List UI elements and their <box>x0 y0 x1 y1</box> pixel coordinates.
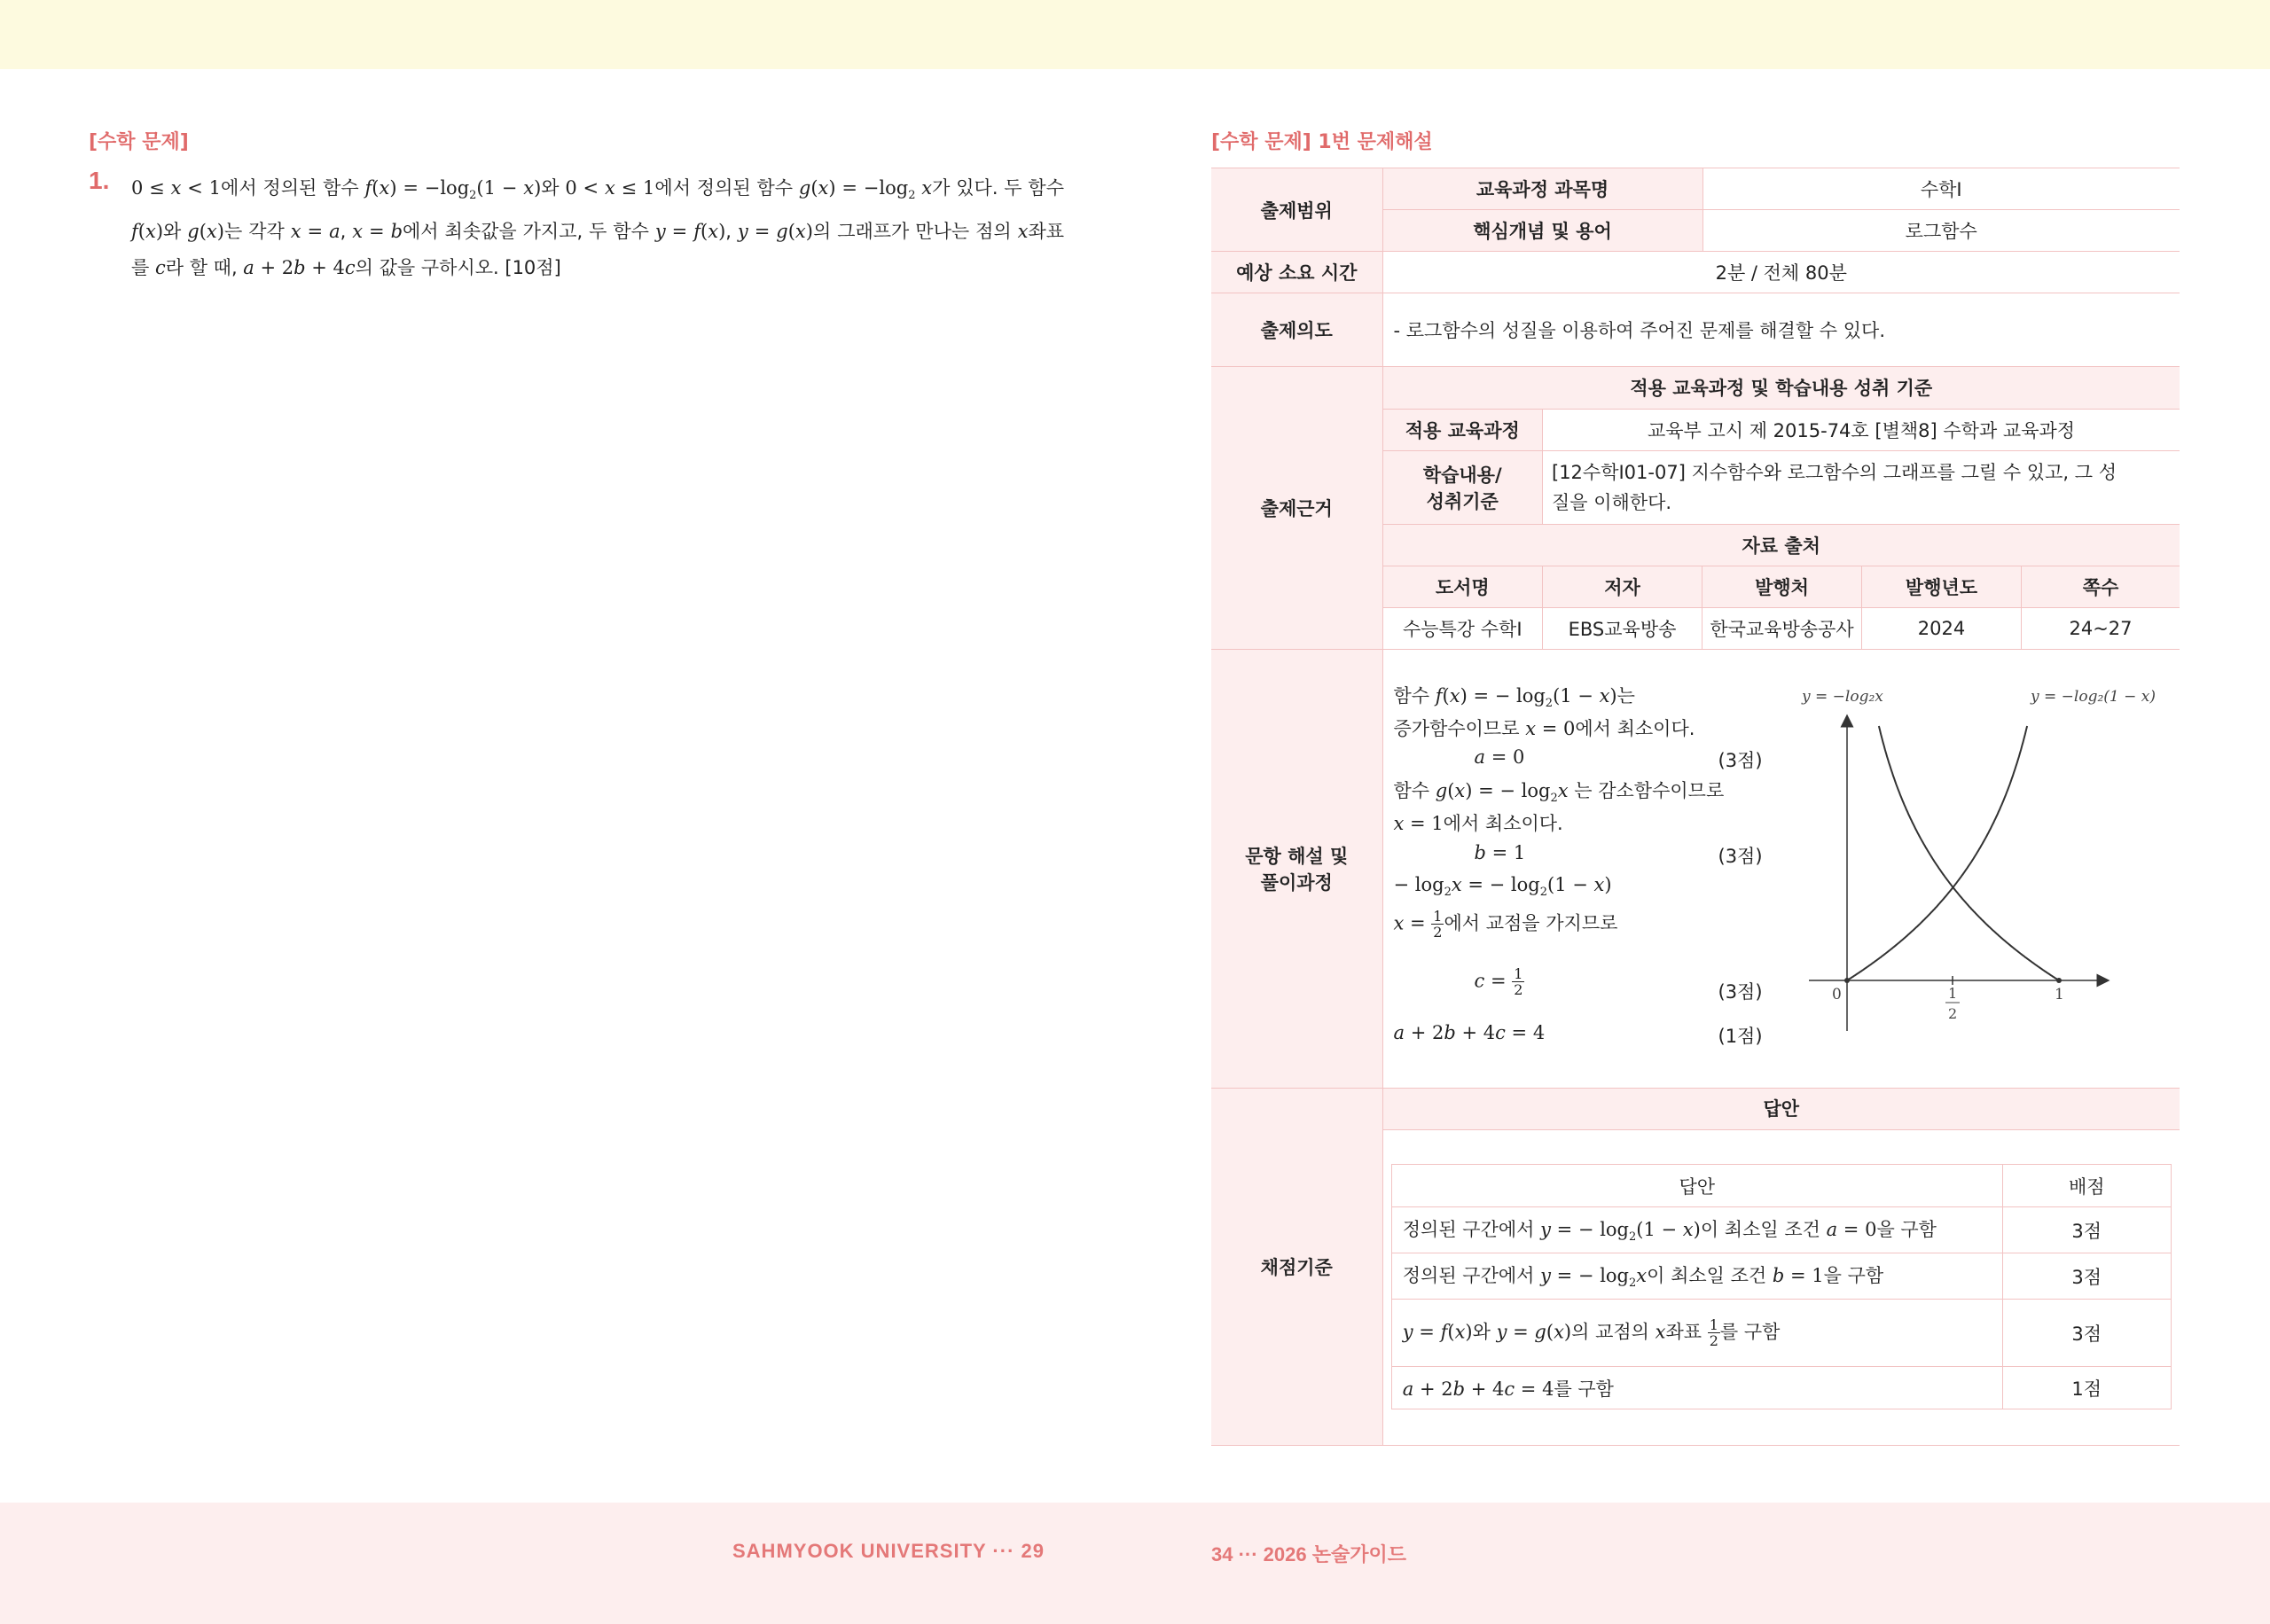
grade-row-2-points: 3점 <box>2002 1253 2171 1300</box>
source-author: EBS교육방송 <box>1543 607 1702 649</box>
subject-value: 수학Ⅰ <box>1702 168 2180 210</box>
sol-line-4: 함수 g(x) = − $\log_2x$ 는 감소함수이므로 <box>1393 780 1725 806</box>
source-header: 자료 출처 <box>1383 524 2180 566</box>
sol-line-5: x = 1에서 최소이다. <box>1393 813 1563 834</box>
tick-label-0: 0 <box>1831 986 1842 1003</box>
scope-label: 출제범위 <box>1211 168 1382 252</box>
sol-points-3: (3점) <box>1718 981 1763 1003</box>
curve-neg-log2-x <box>1878 726 2058 980</box>
top-band <box>0 0 2270 69</box>
standard-header: 적용 교육과정 및 학습내용 성취 기준 <box>1383 367 2180 409</box>
sol-line-8: x = $\frac{1}{2}$ 에서 교점을 가지므로 <box>1393 908 1618 941</box>
basis-label: 출제근거 <box>1211 367 1382 650</box>
source-pages: 24~27 <box>2069 617 2133 639</box>
source-col-title: 도서명 <box>1383 566 1543 607</box>
grade-row-4: a + 2b + 4c = 4를 구함 <box>1391 1367 2002 1409</box>
origin-point <box>1844 978 1850 983</box>
source-col-pages: 쪽수 <box>2022 566 2180 607</box>
achievement-label: 학습내용/ 성취기준 <box>1383 450 1543 524</box>
footer-right-page: 34 ··· 2026 논술가이드 <box>1211 1543 1406 1565</box>
basis-table <box>1383 367 2180 649</box>
grade-row-2: 정의된 구간에서 y = − $\log_2x$이 최소일 조건 b = 1을 구함 <box>1391 1253 2002 1300</box>
curriculum-value: 교육부 고시 제 2015-74호 [별책8] 수학과 교육과정 <box>1543 409 2180 450</box>
source-title: 수능특강 수학Ⅰ <box>1383 607 1543 649</box>
log-graph <box>1791 668 2181 1058</box>
problem-heading: [수학 문제] <box>89 131 189 153</box>
source-col-year: 발행년도 <box>1862 566 2022 607</box>
sol-line-2: 증가함수이므로 x = 0에서 최소이다. <box>1393 718 1695 739</box>
label-f: y = −log₂(1 − x) <box>2030 688 2156 706</box>
sol-points-4: (1점) <box>1718 1026 1763 1047</box>
grading-label: 채점기준 <box>1211 1089 1382 1446</box>
source-year: 2024 <box>1862 607 2022 649</box>
curriculum-label: 적용 교육과정 <box>1383 409 1543 450</box>
intent-label: 출제의도 <box>1211 293 1382 367</box>
sol-line-10: a + 2b + 4c = 4 <box>1393 1022 1546 1043</box>
grade-col-answer: 답안 <box>1391 1165 2002 1207</box>
grading-table <box>1391 1164 2172 1409</box>
concept-label: 핵심개념 및 용어 <box>1382 210 1702 252</box>
achievement-value: [12수학Ⅰ01-07] 지수함수와 로그함수의 그래프를 그릴 수 있고, 그 성 질을 이해한다. <box>1543 450 2180 524</box>
sol-line-3: a = 0 <box>1474 746 1525 768</box>
footer-left-page: SAHMYOOK UNIVERSITY ··· 29 <box>732 1540 1045 1562</box>
solution-label: 문항 해설 및 풀이과정 <box>1211 650 1382 1089</box>
curve-neg-log2-1-minus-x <box>1847 726 2027 980</box>
sol-points-1: (3점) <box>1718 750 1763 771</box>
solution-heading: [수학 문제] 1번 문제해설 <box>1211 131 1433 153</box>
sol-line-7: − $\log_2x$ = − $\log_2(1 - x)$ <box>1393 874 1612 900</box>
bottom-band <box>0 1503 2270 1624</box>
intent-value: - 로그함수의 성질을 이용하여 주어진 문제를 해결할 수 있다. <box>1382 293 2180 367</box>
sol-line-9: c = $\frac{1}{2}$ <box>1474 965 1523 998</box>
grade-row-1: 정의된 구간에서 y = − $\log_2(1 - x)$이 최소일 조건 a = 0을 구함 <box>1391 1207 2002 1253</box>
source-col-author: 저자 <box>1543 566 1702 607</box>
problem-text: 0 ≤ x < 1에서 정의된 함수 $f(x) = -\log_2(1 - x)$와 0 < x ≤ 1에서 정의된 함수 $g(x) = -\log_2$ x가 있다. 두 함수 f(x)와 g(x)는 각각 x = a, x = b에서 최솟값을 가지고, 두 함수 y = f(x), y = g(x)의 그래프가 만나는 점의 x좌표를 c라 할 때, a + 2b + 4c의 값을 구하시오. [10점] <box>131 177 1065 279</box>
answer-header: 답안 <box>1383 1089 2180 1130</box>
time-label: 예상 소요 시간 <box>1211 252 1382 293</box>
source-publisher: 한국교육방송공사 <box>1702 607 1862 649</box>
grade-row-1-points: 3점 <box>2002 1207 2171 1253</box>
grade-col-points: 배점 <box>2002 1165 2171 1207</box>
point-x-1 <box>2056 978 2062 983</box>
grade-row-3: y = f(x)와 y = g(x)의 교점의 x좌표 $\frac{1}{2}$ 를 구함 <box>1391 1300 2002 1367</box>
tick-label-1: 1 <box>2054 986 2064 1003</box>
sol-line-6: b = 1 <box>1474 842 1526 863</box>
label-g: y = −log₂x <box>1801 688 1883 706</box>
subject-label: 교육과정 과목명 <box>1382 168 1702 210</box>
solution-table <box>1211 168 2180 1446</box>
time-value: 2분 / 전체 80분 <box>1382 252 2180 293</box>
grade-row-4-points: 1점 <box>2002 1367 2171 1409</box>
problem-block <box>89 167 1065 286</box>
sol-line-1: 함수 f(x) = − $\log_2(1 - x)$는 <box>1393 685 1635 711</box>
tick-label-half-num: 1 <box>1947 985 1957 1002</box>
grade-row-3-points: 3점 <box>2002 1300 2171 1367</box>
source-col-publisher: 발행처 <box>1702 566 1862 607</box>
tick-label-half-den: 2 <box>1947 1005 1957 1022</box>
concept-value: 로그함수 <box>1702 210 2180 252</box>
sol-points-2: (3점) <box>1718 846 1763 867</box>
problem-number: 1. <box>89 167 110 194</box>
solution-process <box>1383 650 2180 1088</box>
